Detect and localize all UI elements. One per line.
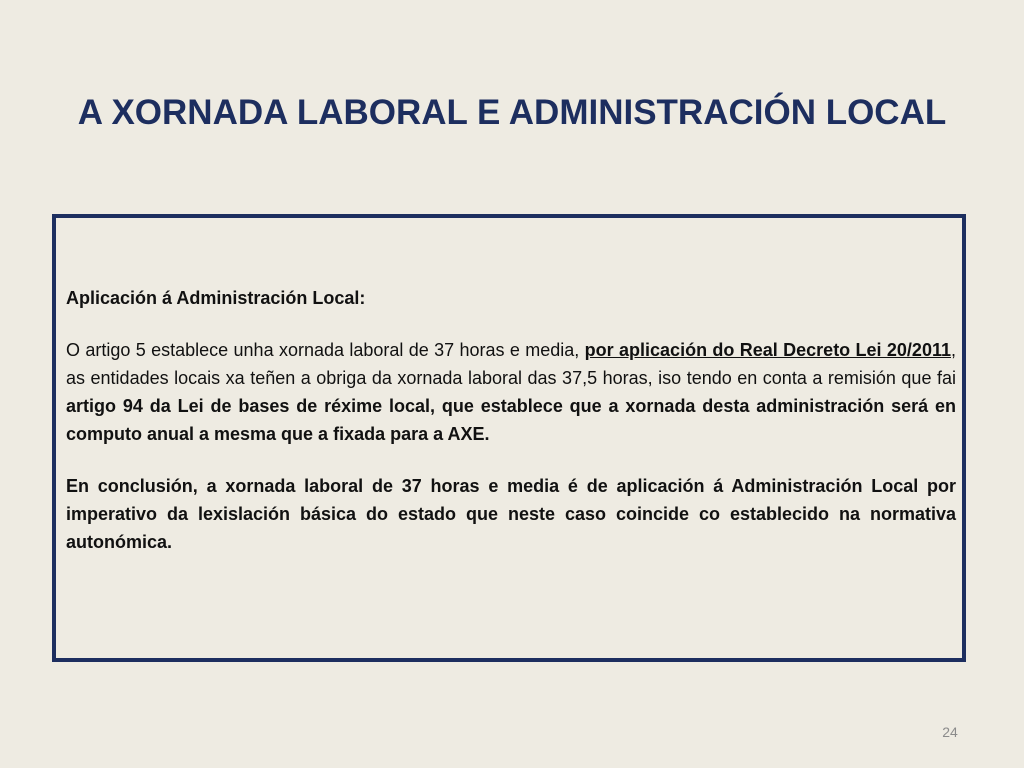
section-heading: Aplicación á Administración Local:: [66, 288, 366, 308]
paragraph-text: O artigo 5 establece unha xornada laboral de 37 horas e media,: [66, 340, 585, 360]
page-number: 24: [942, 724, 958, 740]
content-body: [66, 284, 956, 580]
paragraph-conclusion: En conclusión, a xornada laboral de 37 horas e media é de aplicación á Administración Local por imperativo da lexislación básica do estado que neste caso coincide co establecido na normativa autonómica.: [66, 476, 956, 552]
paragraph-legal-basis: [66, 336, 956, 448]
paragraph-text: , as entidades locais xa teñen a obriga da xornada laboral das 37,5 horas, iso tendo en conta a remisión que fai: [66, 340, 956, 388]
content-box: [52, 214, 966, 662]
slide-title: A XORNADA LABORAL E ADMINISTRACIÓN LOCAL: [77, 93, 947, 132]
decree-reference: por aplicación do Real Decreto Lei 20/2011: [584, 340, 951, 360]
law-reference: artigo 94 da Lei de bases de réxime local, que establece que a xornada desta administración será en computo anual a mesma que a fixada para a AXE.: [66, 396, 956, 444]
